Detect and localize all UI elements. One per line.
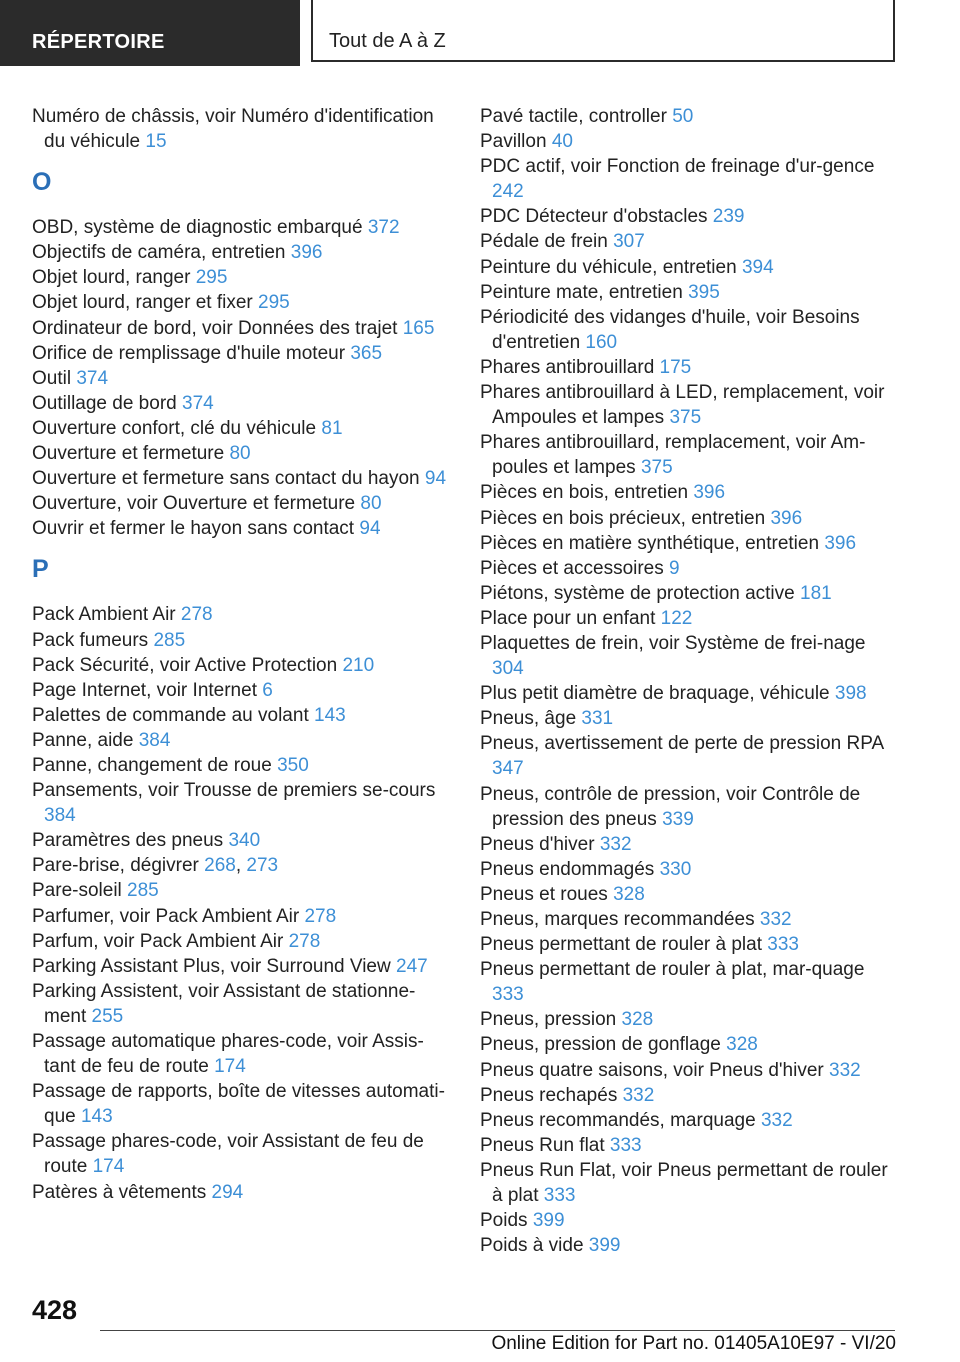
index-entry bbox=[480, 305, 900, 355]
index-entry bbox=[480, 1133, 900, 1158]
index-entry bbox=[32, 516, 452, 541]
index-entry bbox=[32, 466, 452, 491]
index-entry-text: Pièces en bois précieux, entretien bbox=[480, 507, 766, 529]
index-entry bbox=[480, 531, 900, 556]
index-entry-text: Outillage de bord bbox=[32, 392, 177, 414]
index-entry-text: Paramètres des pneus bbox=[32, 830, 224, 852]
page-reference-link[interactable]: 6 bbox=[262, 679, 273, 701]
page-reference-link[interactable]: 80 bbox=[229, 443, 251, 465]
index-entry-text: Pneus recommandés, marquage bbox=[480, 1109, 756, 1131]
index-entry-text: Ouverture confort, clé du véhicule bbox=[32, 417, 317, 439]
page-reference-link[interactable]: 285 bbox=[153, 629, 186, 651]
page-reference-link[interactable]: 80 bbox=[360, 493, 382, 515]
index-entry-text: Pneus permettant de rouler à plat, mar-quage bbox=[480, 959, 865, 981]
index-entry bbox=[32, 904, 452, 929]
index-entry bbox=[32, 391, 452, 416]
index-entry bbox=[32, 104, 452, 154]
index-entry-text: Numéro de châssis, voir Numéro d'identification du véhicule bbox=[32, 106, 434, 153]
page-reference-link[interactable]: 333 bbox=[609, 1134, 642, 1156]
section-tab-repertoire[interactable]: RÉPERTOIRE bbox=[0, 0, 300, 66]
index-entry bbox=[480, 832, 900, 857]
page-reference-link[interactable]: 304 bbox=[492, 658, 524, 680]
page-reference-link[interactable]: 384 bbox=[44, 805, 76, 827]
index-column-left bbox=[32, 104, 452, 1205]
page-reference-link[interactable]: 143 bbox=[80, 1106, 113, 1128]
page-reference-link[interactable]: 333 bbox=[767, 934, 799, 956]
index-entry bbox=[32, 416, 452, 441]
page-reference-link[interactable]: 375 bbox=[640, 457, 673, 479]
index-entry-text: Pneus permettant de rouler à plat bbox=[480, 934, 763, 956]
index-entry-text: Pack fumeurs bbox=[32, 629, 149, 651]
page-reference-link[interactable]: 255 bbox=[91, 1005, 124, 1027]
page-reference-link[interactable]: 174 bbox=[92, 1156, 125, 1178]
index-entry-text: Ordinateur de bord, voir Données des trajet bbox=[32, 317, 398, 339]
index-entry bbox=[480, 255, 900, 280]
page-reference-link[interactable]: 81 bbox=[321, 417, 343, 439]
index-entry-text: Phares antibrouillard à LED, remplacement, voir Ampoules et lampes bbox=[480, 382, 885, 429]
index-entry bbox=[480, 104, 900, 129]
page-reference-link[interactable]: 278 bbox=[288, 930, 321, 952]
page-reference-link[interactable]: 350 bbox=[277, 754, 309, 776]
index-entry-text: Objectifs de caméra, entretien bbox=[32, 242, 286, 264]
page-reference-link[interactable]: 332 bbox=[622, 1084, 655, 1106]
page-reference-link[interactable]: 181 bbox=[800, 582, 832, 604]
index-entry-text: PDC actif, voir Fonction de freinage d'ur-gence bbox=[480, 156, 875, 178]
index-entry-text: Phares antibrouillard, remplacement, voir Am-poules et lampes bbox=[480, 432, 866, 479]
index-entry-text: Passage automatique phares-code, voir Assis-tant de feu de route bbox=[32, 1031, 424, 1078]
index-entry bbox=[32, 602, 452, 627]
page-reference-link[interactable]: 307 bbox=[613, 231, 645, 253]
index-entry-text: Orifice de remplissage d'huile moteur bbox=[32, 342, 346, 364]
index-entry bbox=[480, 706, 900, 731]
index-entry-text: Peinture mate, entretien bbox=[480, 281, 683, 303]
index-entry-text: Pneus, marques recommandées bbox=[480, 909, 755, 930]
page-reference-link[interactable]: 374 bbox=[182, 392, 214, 414]
index-entry-text: Pare-brise, dégivrer bbox=[32, 855, 199, 877]
page-reference-link[interactable]: 122 bbox=[660, 607, 693, 629]
edition-info: Online Edition for Part no. 01405A10E97 - VI/20 bbox=[491, 1333, 896, 1354]
page-reference-link[interactable]: 247 bbox=[396, 955, 428, 977]
index-column-right bbox=[480, 104, 900, 1258]
index-entry-text: Pièces en matière synthétique, entretien bbox=[480, 532, 820, 554]
index-entry bbox=[32, 979, 452, 1029]
index-entry bbox=[480, 581, 900, 606]
page-header bbox=[0, 0, 960, 66]
index-entry bbox=[480, 280, 900, 305]
index-entry bbox=[32, 653, 452, 678]
index-entry-text: Pneus, pression de gonflage bbox=[480, 1034, 721, 1056]
index-entry-text: Patères à vêtements bbox=[32, 1181, 207, 1203]
index-entry-text: Périodicité des vidanges d'huile, voir Besoins d'entretien bbox=[480, 306, 860, 353]
page-reference-link[interactable]: 242 bbox=[492, 181, 524, 203]
page-reference-link[interactable]: 174 bbox=[214, 1056, 246, 1078]
page-reference-link[interactable]: 365 bbox=[350, 342, 383, 364]
page-reference-link[interactable]: 374 bbox=[76, 367, 109, 389]
index-entry bbox=[480, 1208, 900, 1233]
index-entry-text: OBD, système de diagnostic embarqué bbox=[32, 217, 363, 239]
index-entry-text: Pneus, âge bbox=[480, 708, 577, 730]
index-entry-text: Pneus et roues bbox=[480, 883, 608, 905]
index-entry bbox=[32, 678, 452, 703]
index-entry-text: Objet lourd, ranger et fixer bbox=[32, 292, 253, 314]
index-entry bbox=[480, 907, 900, 932]
index-entry-text: Passage phares-code, voir Assistant de feu de route bbox=[32, 1131, 424, 1178]
page-reference-link[interactable]: 9 bbox=[669, 557, 680, 579]
index-entry bbox=[32, 778, 452, 828]
index-entry-text: Pneus rechapés bbox=[480, 1084, 618, 1106]
index-entry bbox=[32, 316, 452, 341]
index-entry-text: Pièces et accessoires bbox=[480, 557, 664, 579]
page-reference-link[interactable]: 294 bbox=[211, 1181, 244, 1203]
page-reference-link[interactable]: 339 bbox=[662, 808, 694, 830]
index-entry bbox=[480, 631, 900, 681]
index-entry bbox=[480, 1032, 900, 1057]
index-entry-text: Panne, changement de roue bbox=[32, 754, 272, 776]
footer-divider bbox=[100, 1330, 895, 1331]
index-entry bbox=[32, 240, 452, 265]
index-entry bbox=[480, 857, 900, 882]
index-entry-text: Pneus Run flat bbox=[480, 1134, 605, 1156]
page-reference-link[interactable]: 375 bbox=[669, 407, 702, 429]
index-entry bbox=[480, 932, 900, 957]
index-entry-text: Pièces en bois, entretien bbox=[480, 482, 689, 504]
page-reference-link[interactable]: 398 bbox=[834, 683, 867, 705]
index-entry bbox=[32, 1029, 452, 1079]
index-entry bbox=[480, 957, 900, 1007]
index-entry-text: Pneus endommagés bbox=[480, 858, 655, 880]
page-reference-link[interactable]: 332 bbox=[599, 833, 632, 855]
index-entry bbox=[480, 355, 900, 380]
index-entry bbox=[480, 129, 900, 154]
index-entry-text: Pack Ambient Air bbox=[32, 604, 176, 626]
page-reference-link[interactable]: 160 bbox=[585, 331, 618, 353]
page-reference-link[interactable]: 332 bbox=[760, 1109, 793, 1131]
page-reference-link[interactable]: 50 bbox=[672, 106, 694, 127]
index-entry-text: Ouverture, voir Ouverture et fermeture bbox=[32, 493, 356, 515]
page-reference-link[interactable]: 285 bbox=[127, 880, 159, 902]
index-entry-text: Pneus Run Flat, voir Pneus permettant de rouler à plat bbox=[480, 1159, 888, 1207]
index-entry-text: Pneus, avertissement de perte de pression RPA bbox=[480, 733, 884, 755]
page-reference-link[interactable]: 94 bbox=[359, 518, 381, 540]
index-entry bbox=[480, 556, 900, 581]
page-reference-link[interactable]: 332 bbox=[829, 1059, 861, 1081]
index-entry bbox=[480, 204, 900, 229]
page-reference-link[interactable]: 175 bbox=[659, 356, 692, 378]
page-reference-link[interactable]: 295 bbox=[195, 267, 228, 289]
index-entry-text: Poids à vide bbox=[480, 1235, 584, 1257]
page-reference-link[interactable]: 330 bbox=[659, 858, 692, 880]
page-reference-link[interactable]: 399 bbox=[588, 1235, 621, 1257]
index-letter-heading: P bbox=[32, 555, 49, 584]
index-entry bbox=[32, 929, 452, 954]
index-entry bbox=[32, 1129, 452, 1179]
index-entry-text: Parking Assistant Plus, voir Surround View bbox=[32, 955, 391, 977]
index-entry-text: Phares antibrouillard bbox=[480, 356, 655, 378]
index-entry bbox=[32, 290, 452, 315]
index-entry-text: Pneus d'hiver bbox=[480, 833, 595, 855]
index-entry bbox=[480, 430, 900, 480]
index-entry bbox=[480, 782, 900, 832]
index-entry-text: Objet lourd, ranger bbox=[32, 267, 191, 289]
index-entry-text: Panne, aide bbox=[32, 729, 134, 751]
page-reference-link[interactable]: 165 bbox=[402, 317, 435, 339]
page-reference-link[interactable]: 394 bbox=[741, 256, 774, 278]
index-entry bbox=[480, 1233, 900, 1258]
index-entry-text: Page Internet, voir Internet bbox=[32, 679, 257, 701]
index-entry-text: Pneus, contrôle de pression, voir Contrôle de pression des pneus bbox=[480, 783, 861, 830]
index-entry bbox=[32, 341, 452, 366]
page-reference-link[interactable]: 143 bbox=[314, 704, 346, 726]
index-entry-text: Pansements, voir Trousse de premiers se-cours bbox=[32, 780, 436, 802]
page-reference-link[interactable]: 273 bbox=[246, 855, 279, 877]
page-reference-link[interactable]: 278 bbox=[304, 905, 337, 927]
index-entry bbox=[32, 491, 452, 516]
index-letter-heading: O bbox=[32, 168, 52, 197]
page-reference-link[interactable]: 347 bbox=[492, 758, 524, 780]
page-reference-link[interactable]: 331 bbox=[581, 708, 614, 730]
index-entry-text: Piétons, système de protection active bbox=[480, 582, 795, 604]
page-reference-link[interactable]: 396 bbox=[824, 532, 857, 554]
index-entry bbox=[480, 1058, 900, 1083]
subsection-tab-a-to-z[interactable]: Tout de A à Z bbox=[311, 0, 895, 62]
index-entry-text: Plus petit diamètre de braquage, véhicule bbox=[480, 683, 830, 705]
index-entry bbox=[32, 878, 452, 903]
index-entry bbox=[32, 1079, 452, 1129]
index-entry bbox=[480, 1083, 900, 1108]
page-reference-link[interactable]: 210 bbox=[342, 654, 375, 676]
page-reference-link[interactable]: 328 bbox=[726, 1034, 758, 1056]
page-reference-link[interactable]: 15 bbox=[145, 131, 167, 153]
page-reference-link[interactable]: 295 bbox=[258, 292, 290, 314]
index-entry bbox=[480, 1108, 900, 1133]
page-reference-link[interactable]: 384 bbox=[138, 729, 171, 751]
index-entry-text: Plaquettes de frein, voir Système de frei-nage bbox=[480, 632, 866, 654]
index-entry bbox=[32, 1180, 452, 1205]
index-entry bbox=[480, 882, 900, 907]
index-entry bbox=[32, 265, 452, 290]
index-entry bbox=[480, 380, 900, 430]
index-entry bbox=[32, 366, 452, 391]
index-entry-text: Pneus, pression bbox=[480, 1009, 617, 1031]
index-entry-text: Parking Assistent, voir Assistant de stationne-ment bbox=[32, 980, 416, 1027]
page-reference-link[interactable]: 396 bbox=[693, 482, 726, 504]
page-reference-link[interactable]: 396 bbox=[770, 507, 803, 529]
page-reference-link[interactable]: 239 bbox=[712, 206, 745, 228]
index-entry bbox=[480, 681, 900, 706]
index-entry bbox=[480, 731, 900, 781]
page-reference-link[interactable]: 94 bbox=[424, 468, 447, 490]
index-entry bbox=[32, 728, 452, 753]
page-reference-link[interactable]: 396 bbox=[290, 242, 323, 264]
index-entry bbox=[480, 506, 900, 531]
index-entry-text: Pack Sécurité, voir Active Protection bbox=[32, 654, 338, 676]
index-entry-text: Pédale de frein bbox=[480, 231, 608, 253]
index-entry bbox=[480, 154, 900, 204]
index-entry: Pare-brise, dégivrer 268, 273 bbox=[32, 855, 279, 877]
index-entry bbox=[480, 606, 900, 631]
index-entry-text: Ouverture et fermeture sans contact du hayon bbox=[32, 468, 420, 490]
index-entry bbox=[480, 480, 900, 505]
index-entry-text: Poids bbox=[480, 1210, 528, 1232]
index-entry bbox=[480, 229, 900, 254]
page-reference-link[interactable]: 40 bbox=[551, 131, 573, 153]
index-entry-text: Ouvrir et fermer le hayon sans contact bbox=[32, 518, 355, 540]
index-entry-text: Pare-soleil bbox=[32, 880, 122, 902]
index-entry bbox=[32, 441, 452, 466]
page-reference-link[interactable]: 332 bbox=[759, 909, 792, 930]
index-entry-text: Parfum, voir Pack Ambient Air bbox=[32, 930, 284, 952]
page-reference-link[interactable]: 395 bbox=[688, 281, 720, 303]
page-reference-link[interactable]: 340 bbox=[228, 830, 261, 852]
page-reference-link[interactable]: 372 bbox=[367, 217, 400, 239]
page-reference-link[interactable]: 333 bbox=[492, 984, 524, 1006]
index-entry-text: Pavé tactile, controller bbox=[480, 106, 667, 127]
page-reference-link[interactable]: 328 bbox=[613, 883, 645, 905]
index-entry bbox=[32, 628, 452, 653]
index-entry-text: Pneus quatre saisons, voir Pneus d'hiver bbox=[480, 1059, 824, 1081]
page-reference-link[interactable]: 268 bbox=[204, 855, 236, 877]
index-entry-text: PDC Détecteur d'obstacles bbox=[480, 206, 708, 228]
index-entry bbox=[32, 703, 452, 728]
index-entry-text: Outil bbox=[32, 367, 72, 389]
index-entry bbox=[480, 1007, 900, 1032]
index-entry-text: Palettes de commande au volant bbox=[32, 704, 309, 726]
page-reference-link[interactable]: 399 bbox=[532, 1210, 565, 1232]
page-reference-link[interactable]: 333 bbox=[543, 1185, 576, 1207]
index-entry bbox=[480, 1158, 900, 1208]
index-entry-text: Ouverture et fermeture bbox=[32, 443, 225, 465]
page-number: 428 bbox=[32, 1295, 78, 1325]
page-reference-link[interactable]: 328 bbox=[621, 1009, 654, 1031]
index-entry-text: Passage de rapports, boîte de vitesses automati-que bbox=[32, 1081, 445, 1128]
page-reference-link[interactable]: 278 bbox=[180, 604, 213, 626]
index-entry bbox=[32, 954, 452, 979]
index-entry bbox=[32, 753, 452, 778]
index-entry-text: Place pour un enfant bbox=[480, 607, 656, 629]
index-entry bbox=[32, 828, 452, 853]
index-entry bbox=[32, 215, 452, 240]
index-entry-text: Pavillon bbox=[480, 131, 547, 153]
index-entry-text: Peinture du véhicule, entretien bbox=[480, 256, 737, 278]
index-entry-text: Parfumer, voir Pack Ambient Air bbox=[32, 905, 300, 927]
